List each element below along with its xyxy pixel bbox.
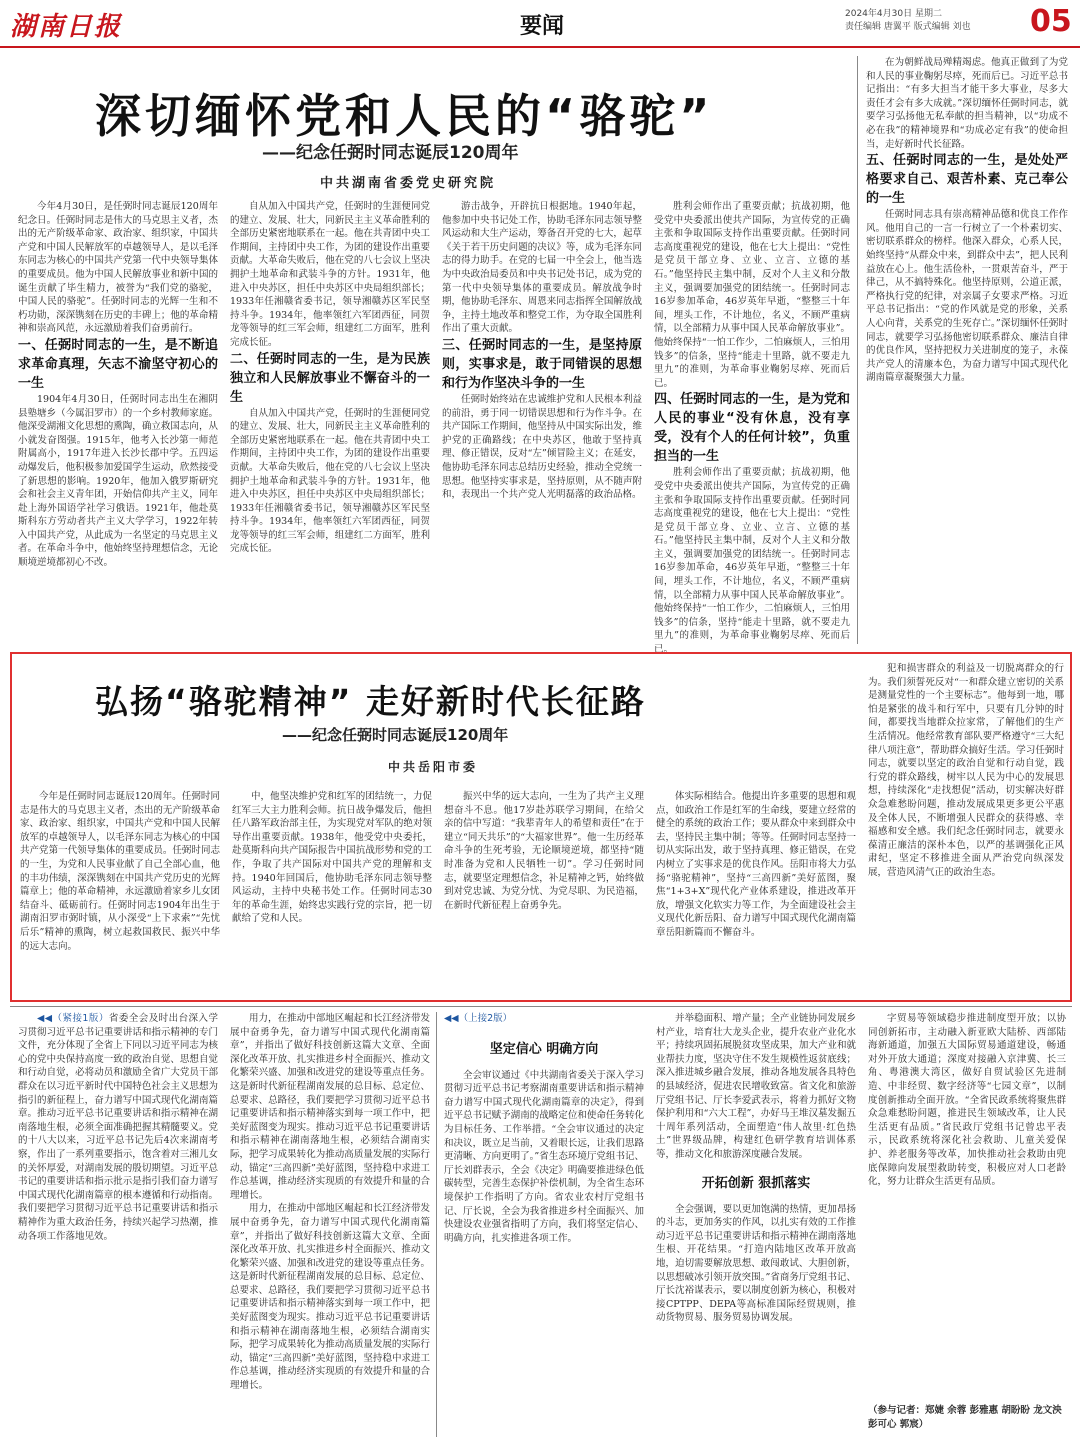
bottom-column-2 (230, 1012, 430, 1437)
article1-byline: 中共湖南省委党史研究院 (320, 176, 497, 191)
editors-line: 责任编辑 唐翼平 版式编辑 刘也 (845, 22, 971, 32)
bottom-paragraph: 字贸易等领域稳步推进制度型开放；以协同创新拓市，主动融入新亚欧大陆桥、西部陆海新通道，加强五大国际贸易通道建设，畅通对外开放大通道；深度对接融入京津冀、长三角、粤港澳大湾区，做好自贸试验区先进制造、中非经贸、数字经济等“七园文章”，以制度创新推动全面开放。“全省民政系统将聚焦群众急难愁盼问题，推进民生领域改革，让人民生活更有品质。”省民政厅党组书记曾忠平表示，民政系统将深化社会救助、儿童关爱保护、养老服务等改革，加快推动社会救助由兜底保障向发展型救助转变，积极应对人口老龄化，努力让群众生活更有品质。 (868, 1013, 1066, 1188)
column-divider (436, 1012, 437, 1437)
article1-column-4 (654, 200, 850, 656)
article1-paragraph: 自从加入中国共产党，任弼时的生涯便同党的建立、发展、壮大，同新民主主义革命胜利的全部历史紧密地联系在一起。他在共青团中央工作期间，主持团中央工作，为团的建设作出重要贡献。大革命失败后，他在党的八七会议上坚决拥护土地革命和武装斗争的方针。1931年，他进入中央苏区，担任中央苏区中央局组织部长；1933年任湘赣省委书记，领导湘赣苏区军民坚持斗争。1934年，他率领红六军团西征，同贺龙等领导的红三军会师，组建红二方面军，胜利完成长征。 (230, 407, 430, 555)
section-title: 要闻 (520, 14, 565, 39)
article2-paragraph: 振兴中华的远大志向，一生为了共产主义理想奋斗不息。他17岁赴苏联学习期间，在给父亲的信中写道：“我辈青年人的希望和责任”在于建立“同天共乐”的“大福家世界”。他一生历经革命斗争的生死考验，无论顺境逆境，都坚持“随时准备为党和人民牺牲一切”。学习任弼时同志，就要坚定理想信念，补足精神之钙，始终做到对党忠诚、为党分忧、为党尽职、为民造福，在新时代新征程上奋勇争先。 (444, 791, 644, 911)
bottom-paragraph: 省委全会及时出台深入学习贯彻习近平总书记重要讲话和指示精神的专门文件，充分体现了全省上下同以习近平同志为核心的党中央保持高度一致的政治自觉、思想自觉和行动自觉，必将动员和激励全省广大党员干部群众在以习近平新时代中国特色社会主义思想为指引的新征程上，奋力谱写中国式现代化湖南篇章。推动习近平总书记重要讲话和指示精神在湖南落地生根，必须全面准确把握其精髓要义。党的十八大以来，习近平总书记先后4次来湖南考察，作出了一系列重要指示，饱含着对三湘儿女的关怀厚爱，对湖南发展的殷切期望。习近平总书记的重要讲话和指示批示是指引我们奋力谱写中国式现代化湖南篇章的根本遵循和行动指南。我们要把学习贯彻习近平总书记重要讲话和指示精神作为重大政治任务，持续兴起学习热潮，推动各项工作落地见效。 (18, 1013, 218, 1242)
masthead (0, 0, 1080, 48)
article2-paragraph: 今年是任弼时同志诞辰120周年。任弼时同志是伟大的马克思主义者，杰出的无产阶级革命家、政治家、组织家，中国共产党和中国人民解放军的卓越领导人，以毛泽东同志为核心的中国共产党第一代领导集体的重要成员。任弼时同志的一生，为党和人民事业献了自己全部心血，他的丰功伟绩，深深镌刻在中国共产党历史的光辉篇章上；他的革命精神，永远激励着家乡儿女团结奋斗、砥砺前行。任弼时同志1904年出生于湖南汨罗市弼时镇，从小深受“上下求索”“先忧后乐”精神的熏陶，树立起救国救民、振兴中华的远大志向。 (20, 791, 220, 952)
article2-column-2 (232, 790, 432, 995)
article1-section-heading-2: 二、任弼时同志的一生，是为民族独立和人民解放事业不懈奋斗的一生 (230, 351, 430, 405)
bottom-paragraph: 用力，在推动中部地区崛起和长江经济带发展中奋勇争先，奋力谱写中国式现代化湖南篇章”，并指出了做好科技创新这篇大文章、全面深化改革开放、扎实推进乡村全面振兴、推动文化繁荣兴盛、加强和改进党的建设等重点任务。这是新时代新征程湖南发展的总目标、总定位、总要求、总路径，我们要把学习贯彻习近平总书记重要讲话和指示精神落实到每一项工作中，把美好蓝图变为现实。推动习近平总书记重要讲话和指示精神在湖南落地生根，必须结合湖南实际，把学习成果转化为推动高质量发展的实际行动，锚定“三高四新”美好蓝图，坚持稳中求进工作总基调，推动经济实现质的有效提升和量的合理增长。 (230, 1013, 430, 1201)
article2-column-5 (868, 662, 1064, 995)
column-divider (857, 56, 858, 644)
article1-paragraph: 1904年4月30日，任弼时同志出生在湘阴县塾塘乡（今属汨罗市）的一个乡村教师家庭。他深受湖湘文化思想的熏陶，确立救国志向，从小就发奋图强。1915年，他考入长沙第一师范附属高小，1917年进入长沙长郡中学。五四运动爆发后，他积极参加爱国学生运动，欣然接受了新思想的影响。1920年，他加入俄罗斯研究会和社会主义青年团，开始信仰共产主义，同年赴上海外国语学社学习俄语。1921年，他赴莫斯科东方劳动者共产主义大学学习，1922年转入中国共产党，从此成为一名坚定的马克思主义者。在革命斗争中，他始终坚持理想信念，无论顺境逆境都初心不改。 (18, 393, 218, 569)
article1-paragraph: 胜利会师作出了重要贡献；抗战初期，他受党中央委派出使共产国际，为宣传党的正确主张和争取国际支持作出重要贡献。任弼时同志高度重视党的建设，他在七大上提出：“党性是党员干部立身、立业、立言、立德的基石。”他坚持民主集中制，反对个人主义和分散主义，强调要加强党的团结统一。任弼时同志16岁参加革命，46岁英年早逝，“整整三十年间，埋头工作，不计地位，名义，不顾严重病情，以全部精力从事中国人民革命解放事业”。他始终保持“一怕工作少，二怕麻烦人，三怕用钱多”的信条，坚持“能走十里路，就不要走九里九”的准则，为革命事业鞠躬尽瘁、死而后已。 (654, 467, 850, 656)
issue-meta (845, 8, 971, 34)
article1-paragraph: 任弼时同志具有崇高精神品德和优良工作作风。他用自己的一言一行树立了一个朴素切实、密切联系群众的榜样。他深入群众，心系人民，始终坚持“从群众中来，到群众中去”，把人民利益放在心上。他生活俭朴，一贯艰苦奋斗，严于律己，从不搞特殊化。他坚持原则，公道正派，严格执行党的纪律，对亲属子女要求严格。习近平总书记指出：“党的作风就是党的形象，关系人心向背，关系党的生死存亡。”深切缅怀任弼时同志，就要学习弘扬他密切联系群众、廉洁自律的优良作风，坚持把权力关进制度的笼子，永葆共产党人的清廉本色，为奋力谱写中国式现代化湖南篇章凝聚强大力量。 (866, 209, 1068, 384)
reporters-credit: （参与记者：郑婕 余蓉 彭雅惠 胡盼盼 龙文泱 彭可心 郭宸） (868, 1405, 1062, 1430)
continued-from-label: ◀◀（上接2版） (444, 1013, 513, 1024)
newspaper-logo: 湖南日报 (10, 12, 123, 42)
article1-paragraph: 在为朝鲜战局殚精竭虑。他真正做到了为党和人民的事业鞠躬尽瘁，死而后已。习近平总书记指出：“有多大担当才能干多大事业，尽多大责任才会有多大成就。”深切缅怀任弼时同志，就要学习弘扬他无私奉献的担当精神，以“功成不必在我”的精神境界和“功成必定有我”的使命担当，走好新时代长征路。 (866, 57, 1068, 150)
article1-lead: 今年4月30日，是任弼时同志诞辰120周年纪念日。任弼时同志是伟大的马克思主义者，杰出的无产阶级革命家、政治家、组织家，中国共产党和中国人民解放军的卓越领导人，是以毛泽东同志为核心的中国共产党第一代中央领导集体的重要成员。他为中国人民解放事业和新中国的诞生贡献了毕生精力，被誉为“我们党的骆驼，中国人民的骆驼”。任弼时同志的光辉一生和不朽功勋，深深镌刻在历史的丰碑上；他的革命精神和崇高风范，永远激励着我们奋勇前行。 (18, 201, 218, 335)
bottom-paragraph: 全会审议通过《中共湖南省委关于深入学习贯彻习近平总书记考察湖南重要讲话和指示精神 奋力谱写中国式现代化湖南篇章的决定》，得到近平总书记赋予湖南的战略定位和使命任务转化为目标任务、工作举措。“全会审议通过的决定和决议，既立足当前，又着眼长远，让我们思路更清晰、方向更明了。”省生态环境厅党组书记、厅长刘群表示，全会《决定》明确要推进绿色低碳转型，完善生态保护补偿机制，为全省生态环境保护工作指明了方向。省农业农村厅党组书记、厅长说，全会为我省推进乡村全面振兴、加快建设农业强省指明了方向，我们将坚定信心、明确方向，扎实推进各项工作。 (444, 1069, 644, 1244)
article1-section-heading-5: 五、任弼时同志的一生，是处处严格要求自己、艰苦朴素、克己奉公的一生 (866, 153, 1068, 207)
article2-subtitle: ——纪念任弼时同志诞辰120周年 (282, 726, 509, 744)
bottom-column-5 (868, 1012, 1066, 1404)
article1-section-heading-3: 三、任弼时同志的一生，是坚持原则，实事求是，敢于同错误的思想和行为作坚决斗争的一生 (442, 337, 642, 391)
article2-paragraph: 犯和损害群众的利益及一切脱离群众的行为。我们须誓死反对“一和群众建立密切的关系是测量党性的一个主要标志”。他每到一地，哪怕是紧张的战斗和行军中，只要有几分钟的时间，都要找当地群众拉家常，了解他们的生产生活情况。他经常教育部队要严格遵守“三大纪律八项注意”，帮助群众搞好生活。学习任弼时同志，就要以坚定的政治自觉和行动自觉，践行党的群众路线，树牢以人民为中心的发展思想，持续深化“走找想促”活动，切实解决好群众急难愁盼问题，推动发展成果更多更公平惠及全体人民，不断增强人民群众的获得感、幸福感和安全感。我们纪念任弼时同志，就要永葆清正廉洁的深朴本色，以严的基调强化正风肃纪，坚定不移推进全面从严治党向纵深发展，营造风清气正的政治生态。 (868, 663, 1064, 878)
article2-byline: 中共岳阳市委 (388, 760, 479, 774)
article1-subtitle: ——纪念任弼时同志诞辰120周年 (262, 143, 519, 163)
article2-column-3 (444, 790, 644, 995)
bottom-column-1 (18, 1012, 218, 1437)
article1-paragraph: 任弼时始终站在忠诚维护党和人民根本利益的前沿，勇于同一切错误思想和行为作斗争。在共产国际工作期间，他坚持从中国实际出发，维护党的正确路线；在中央苏区，他敢于坚持真理、修正错误，反对“左”倾冒险主义；在延安，他协助毛泽东同志总结历史经验，推动全党统一思想。他坚持实事求是，坚持原则，从不随声附和，表现出一个共产党人光明磊落的政治品格。 (442, 393, 642, 501)
article1-section-heading-4: 四、任弼时同志的一生，是为党和人民的事业“没有休息，没有享受，没有个人的任何计较”，负重担当的一生 (654, 392, 850, 465)
bottom-column-4 (656, 1012, 856, 1437)
page-number: 05 (1030, 4, 1072, 39)
article2-paragraph: 中，他坚决维护党和红军的团结统一，力促红军三大主力胜利会师。抗日战争爆发后，他担任八路军政治部主任，为实现党对军队的绝对领导作出重要贡献。1938年，他受党中央委托，赴莫斯科向共产国际报告中国抗战形势和党的工作，争取了共产国际对中国共产党的理解和支持。1940年回国后，他协助毛泽东同志领导整风运动，主持中央秘书处工作。任弼时同志30年的革命生涯，始终忠实践行党的宗旨，把一切献给了党和人民。 (232, 791, 432, 925)
article1-paragraph: 游击战争，开辟抗日根据地。1940年起，他参加中央书记处工作，协助毛泽东同志领导整风运动和大生产运动，筹备召开党的七大，起草《关于若干历史问题的决议》等，成为毛泽东同志的得力助手。在党的七届一中全会上，他当选为中央政治局委员和中央书记处书记，成为党的第一代中央领导集体的重要成员。解放战争时期，他协助毛泽东、周恩来同志指挥全国解放战争，主持土地改革和整党工作，为夺取全国胜利作出了重大贡献。 (442, 201, 642, 335)
bottom-subheading-2: 开拓创新 狠抓落实 (701, 1175, 811, 1191)
bottom-paragraph: 用力，在推动中部地区崛起和长江经济带发展中奋勇争先，奋力谱写中国式现代化湖南篇章”，并指出了做好科技创新这篇大文章、全面深化改革开放、扎实推进乡村全面振兴、推动文化繁荣兴盛、加强和改进党的建设等重点任务。这是新时代新征程湖南发展的总目标、总定位、总要求、总路径，我们要把学习贯彻习近平总书记重要讲话和指示精神落实到每一项工作中，把美好蓝图变为现实。推动习近平总书记重要讲话和指示精神在湖南落地生根，必须结合湖南实际，把学习成果转化为推动高质量发展的实际行动，锚定“三高四新”美好蓝图，坚持稳中求进工作总基调，推动经济实现质的有效提升和量的合理增长。 (230, 1203, 430, 1392)
bottom-paragraph: 并举稳面积、增产量；全产业链协同发展乡村产业，培育壮大龙头企业，提升农业产业化水平；持续巩固拓展脱贫攻坚成果，加大产业和就业帮扶力度，坚决守住不发生规模性返贫底线；深入推进城乡融合发展，推动各地发展各具特色的县域经济，促进农民增收致富。省文化和旅游厅党组书记、厅长李爱武表示，将着力抓好文物保护利用和“六大工程”，办好马王堆汉墓发掘五十周年系列活动，全面塑造“伟人故里·红色热土”世界级品牌，构建红色研学教育培训体系等，推动文化和旅游深度融合发展。 (656, 1013, 856, 1160)
article2-headline: 弘扬“骆驼精神” 走好新时代长征路 (95, 682, 646, 721)
article1-column-2 (230, 200, 430, 644)
article1-column-3 (442, 200, 642, 644)
section-divider (10, 1006, 1072, 1007)
bottom-paragraph: 全会强调，要以更加饱满的热情，更加昂扬的斗志，更加务实的作风，以扎实有效的工作推动习近平总书记重要讲话和指示精神在湖南落地生根、开花结果。“打造内陆地区改革开放高地，迫切需要解放思想、敢闯敢试、大胆创新，以思想破冰引领开放突围。”省商务厅党组书记、厅长沈裕谋表示，要以制度创新为核心，积极对接CPTPP、DEPA等高标准国际经贸规则，推动货物贸易、服务贸易协调发展。 (656, 1203, 856, 1324)
article1-column-5 (866, 56, 1068, 644)
bottom-column-3 (444, 1012, 644, 1437)
continued-from-label: ◀◀（紧接1版） (37, 1013, 109, 1024)
article2-paragraph: 体实际相结合。他提出许多重要的思想和观点，如政治工作是红军的生命线，要建立经常的健全的系统的政治工作；要从群众中来到群众中去，坚持民主集中制；等等。任弼时同志坚持一切从实际出发，敢于坚持真理、修正错误，在党内树立了实事求是的优良作风。岳阳市将大力弘扬“骆驼精神”，坚持“三高四新”美好蓝图，聚焦“1+3+X”现代化产业体系建设，推进改革开放，增强文化软实力等工作，为全面建设社会主义现代化新岳阳、奋力谱写中国式现代化湖南篇章岳阳新篇而不懈奋斗。 (656, 791, 856, 938)
article1-paragraph: 自从加入中国共产党，任弼时的生涯便同党的建立、发展、壮大，同新民主主义革命胜利的全部历史紧密地联系在一起。他在共青团中央工作期间，主持团中央工作，为团的建设作出重要贡献。大革命失败后，他在党的八七会议上坚决拥护土地革命和武装斗争的方针。1931年，他进入中央苏区，担任中央苏区中央局组织部长；1933年任湘赣省委书记，领导湘赣苏区军民坚持斗争。1934年，他率领红六军团西征，同贺龙等领导的红三军会师，组建红二方面军，胜利完成长征。 (230, 201, 430, 348)
article2-column-4 (656, 790, 856, 995)
bottom-subheading-1: 坚定信心 明确方向 (489, 1041, 599, 1057)
article1-column-1 (18, 200, 218, 644)
article1-section-heading-1: 一、任弼时同志的一生，是不断追求革命真理，矢志不渝坚守初心的一生 (18, 337, 218, 391)
article2-column-1 (20, 790, 220, 995)
article1-paragraph: 胜利会师作出了重要贡献；抗战初期，他受党中央委派出使共产国际，为宣传党的正确主张和争取国际支持作出重要贡献。任弼时同志高度重视党的建设，他在七大上提出：“党性是党员干部立身、立业、立言、立德的基石。”他坚持民主集中制，反对个人主义和分散主义，强调要加强党的团结统一。任弼时同志16岁参加革命，46岁英年早逝，“整整三十年间，埋头工作，不计地位，名义，不顾严重病情，以全部精力从事中国人民革命解放事业”。他始终保持“一怕工作少，二怕麻烦人，三怕用钱多”的信条，坚持“能走十里路，就不要走九里九”的准则，为革命事业鞠躬尽瘁、死而后已。 (654, 201, 850, 389)
issue-date: 2024年4月30日 星期二 (845, 9, 942, 19)
article1-headline: 深切缅怀党和人民的“骆驼” (95, 89, 714, 143)
